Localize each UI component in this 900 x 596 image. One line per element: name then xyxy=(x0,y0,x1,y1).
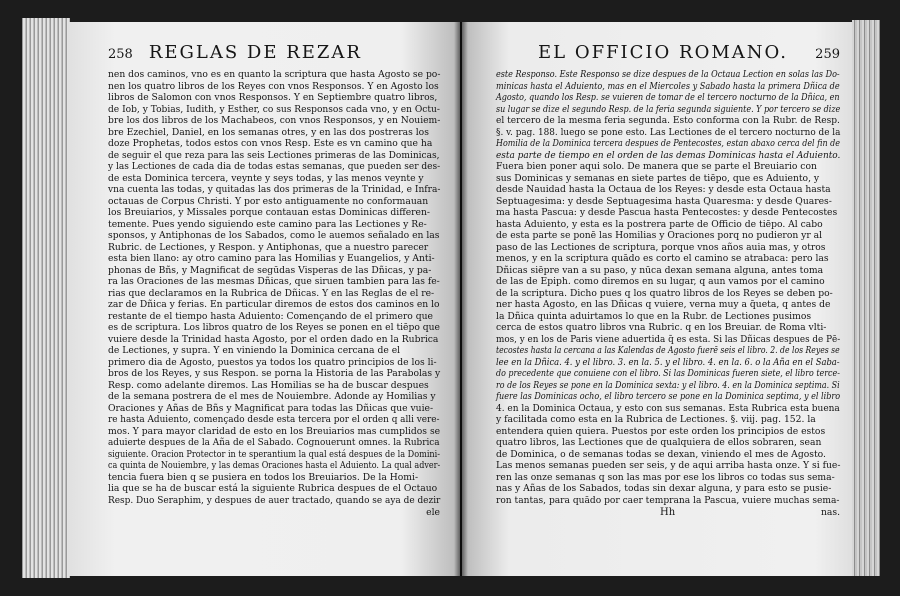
text-line: su lugar se dize el segundo Resp. de la feria segunda siguiente. Y por tercero se dize xyxy=(496,103,841,115)
text-line: quatro libros, las Lectiones que de qualquiera de ellos sobraren, sean xyxy=(496,437,822,448)
text-line: este Responso. Este Responso se dize despues de la Octaua Lection en solas las Do- xyxy=(496,69,840,80)
text-line: ma hasta Pascua: y desde Pascua hasta Pentecostes: y desde Pentecostes xyxy=(496,207,838,218)
text-line: rias que declaramos en la Rubrica de Dñicas. Y en las Reglas de el re- xyxy=(108,287,435,299)
page-edges-left xyxy=(22,18,70,578)
text-line: bros de los Reyes, y sus Respon. se porna la Historia de las Parabolas y xyxy=(108,368,441,379)
text-line: ro de los Reyes se pone en la Dominica sexta: y el libro. 4. en la Dominica septima. Si xyxy=(496,379,840,391)
text-line: esta bien llano: ay otro camino para las Homilias y Euangelios, y Anti- xyxy=(108,253,435,264)
left-page-footer xyxy=(108,507,440,518)
text-line: y facilitada como esta en la Rubrica de Lectiones. §. viij. pag. 152. la xyxy=(496,414,816,425)
text-line: lee en la Dñica. 4. y el libro. 3. en la. 5. y el libro. 4. en la. 6. o la Aña en el Saba- xyxy=(496,356,840,368)
text-line: bre los dos libros de los Machabeos, con vnos Responsos, y en Nouiem- xyxy=(108,115,441,126)
text-line: re hasta Aduiento, començado desde esta tercera por el orden q alli vere- xyxy=(108,414,440,425)
text-line: es de scriptura. Los libros quatro de los Reyes se ponen en el tiēpo que xyxy=(108,322,440,333)
text-line: Dñicas siēpre van a su paso, y nūca dexan semana alguna, antes toma xyxy=(496,264,824,276)
text-line: de Lectiones, y supra. Y en viniendo la Dominica cercana de el xyxy=(108,345,401,356)
text-line: bre Ezechiel, Daniel, en los semanas otres, y en las dos postreras los xyxy=(108,126,429,138)
text-line: mos. Y para mayor claridad de esto en los Breuiarios mas cumplidos se xyxy=(108,425,441,437)
text-line: ca quinta de Nouiembre, y las demas Oraciones hasta el Aduiento. La qual adver- xyxy=(108,460,441,471)
text-line: Septuagesima: y desde Septuagesima hasta Quaresma: y desde Quares- xyxy=(496,195,832,207)
right-page xyxy=(462,22,854,576)
left-page-text xyxy=(108,69,440,506)
text-line: y las Lectiones de cada dia de todas estas semanas, que pueden ser des- xyxy=(108,161,441,172)
page-number-left: 258 xyxy=(108,47,133,62)
text-line: vna cuenta las todas, y quitadas las dos primeras de la Trinidad, e Infra- xyxy=(108,184,441,195)
text-line: libros de Salomon con vnos Responsos. Y en Septiembre quatro libros, xyxy=(108,92,438,103)
text-line: menos, y en la scriptura quādo es corto el camino se atrabaca: pero las xyxy=(496,253,829,264)
catchword-right: nas. xyxy=(820,507,840,518)
text-line: nen los quatro libros de los Reyes con vnos Responsos. Y en Agosto los xyxy=(108,80,439,92)
text-line: sponsos, y Antiphonas de los Sabados, como le auemos señalado en las xyxy=(108,230,440,241)
text-line: nen dos caminos, vno es en quanto la scriptura que hasta Agosto se po- xyxy=(108,69,441,80)
text-line: sus Dominicas y semanas en siete partes de tiēpo, que es Aduiento, y xyxy=(496,172,820,184)
page-edges-right xyxy=(852,20,880,576)
text-line: Oraciones y Añas de Bñs y Magnificat para todas las Dñicas que vuie- xyxy=(108,402,434,414)
text-line: ner hasta Agosto, en las Dñicas q vuiere, verna muy a q̄ueta, q antes de xyxy=(496,299,831,310)
catchword-left: ele xyxy=(426,507,440,518)
text-line: primero dia de Agosto, puestos ya todos los quatro principios de los li- xyxy=(108,356,437,368)
text-line: ra las Oraciones de las mesmas Dñicas, que siruen tambien para las fe- xyxy=(108,276,440,287)
text-line: Resp. Duo Seraphim, y despues de auer tractado, quando se aya de dezir xyxy=(108,494,441,506)
text-line: vuiere desde la Trinidad hasta Agosto, por el orden dado en la Rubrica xyxy=(108,333,439,345)
right-page-text xyxy=(496,69,840,506)
text-line: phonas de Bñs, y Magnificat de segūdas Visperas de las Dñicas, y pa- xyxy=(108,264,432,276)
text-line: restante de el tiempo hasta Aduiento: Començando de el primero que xyxy=(108,310,433,322)
text-line: tecostes hasta la cercana a las Kalendas de Agosto fuerē seis el libro. 2. de los Reyes se xyxy=(496,345,840,356)
text-line: octauas de Corpus Christi. Y por esto antiguamente no conformauan xyxy=(108,195,429,207)
text-line: Las menos semanas pueden ser seis, y de aqui arriba hasta onze. Y si fue- xyxy=(496,460,841,471)
text-line: Agosto, quando los Resp. se vuieren de tomar de el tercero nocturno de la Dñica, en xyxy=(496,92,840,103)
text-line: de la semana postrera de el mes de Nouiembre. Adonde ay Homilias y xyxy=(108,391,436,402)
text-line: cerca de estos quatro libros vna Rubric. q en los Breuiar. de Roma vlti- xyxy=(496,322,827,333)
text-line: §. v. pag. 188. luego se pone esto. Las Lectiones de el tercero nocturno de la xyxy=(496,126,841,138)
text-line: de seguir el que reza para las seis Lectiones primeras de las Dominicas, xyxy=(108,149,440,161)
running-head-right xyxy=(496,42,840,66)
text-line: Fuera bien poner aqui solo. De manera que se parte el Breuiario con xyxy=(496,161,817,172)
page-number-right: 259 xyxy=(815,47,840,62)
text-line: ron tantas, para quādo por caer temprana la Pascua, vuiere muchas sema- xyxy=(496,494,840,506)
text-line: la Dñica quinta aduirtamos lo que en la Rubr. de Lectiones pusimos xyxy=(496,310,812,322)
running-title-right: EL OFFICIO ROMANO. xyxy=(538,42,788,63)
text-line: siguiente. Oracion Protector in te sperantium la qual está despues de la Domini- xyxy=(108,448,441,460)
text-line: nas y Añas de los Sabados, todas sin dexar alguna, y para esto se pusie- xyxy=(496,483,832,494)
text-line: de Iob, y Tobias, Iudith, y Esther, co sus Responsos cada vno, y en Octu- xyxy=(108,103,440,115)
text-line: tencia fuera bien q se pusiera en todos los Breuiarios. De la Homi- xyxy=(108,471,419,483)
right-page-footer xyxy=(496,507,840,518)
text-line: temente. Pues yendo siguiendo este camino para las Lectiones y Re- xyxy=(108,218,427,230)
text-line: de esta Dominica tercera, veynte y seys todas, y las menos veynte y xyxy=(108,172,424,184)
text-line: mos, y en los de Paris viene aduertida q̄ es esta. Si las Dñicas despues de Pē- xyxy=(496,333,841,345)
open-book xyxy=(22,8,880,588)
text-line: doze Prophetas, todos estos con vnos Resp. Este es vn camino que ha xyxy=(108,138,433,149)
text-line: entendera quien quiera. Puestos por este orden los principios de estos xyxy=(496,425,826,437)
text-line: esta parte de tiempo en el orden de las demas Dominicas hasta el Aduiento. xyxy=(496,149,841,161)
text-line: fuere las Dominicas ocho, el libro tercero se pone en la Dominica septima, y el libro xyxy=(496,391,841,402)
text-line: minicas hasta el Aduiento, mas en el Miercoles y Sabado hasta la primera Dñica de xyxy=(496,80,840,92)
text-line: de la scriptura. Dicho pues q los quatro libros de los Reyes se deben po- xyxy=(496,287,833,299)
text-line: Homilia de la Dominica tercera despues de Pentecostes, estan abaxo cerca del fin de xyxy=(496,138,840,149)
text-line: hasta Aduiento, y esta es la postrera parte de Officio de tiēpo. Al cabo xyxy=(496,218,823,230)
text-line: los Breuiarios, y Missales porque contauan estas Dominicas differen- xyxy=(108,207,431,218)
text-line: de las de Epiph. como diremos en su lugar, q aun vamos por el camino xyxy=(496,276,825,287)
left-page xyxy=(68,22,460,576)
signature-mark: Hh xyxy=(660,507,676,518)
text-line: paso de las Lectiones de scriptura, porque vnos años auia mas, y otros xyxy=(496,241,826,253)
running-title-left: REGLAS DE REZAR xyxy=(148,42,362,63)
text-line: Rubric. de Lectiones, y Respon. y Antiphonas, que a nuestro parecer xyxy=(108,241,429,253)
running-head-left xyxy=(108,42,440,66)
text-line: el tercero de la mesma feria segunda. Esto conforma con la Rubr. de Resp. xyxy=(496,115,840,126)
text-line: ren las onze semanas q son las mas por ese los libros co todas sus sema- xyxy=(496,471,835,483)
book-gutter xyxy=(454,22,468,576)
text-line: desde Nauidad hasta la Octaua de los Reyes: y desde esta Octaua hasta xyxy=(496,184,831,195)
text-line: de Dominica, o de semanas todas se dexan, viniendo el mes de Agosto. xyxy=(496,448,826,460)
text-line: aduierte despues de la Aña de el Sabado. Cognouerunt omnes. la Rubrica xyxy=(108,437,440,448)
text-line: 4. en la Dominica Octaua, y esto con sus semanas. Esta Rubrica esta buena xyxy=(496,402,840,414)
text-line: de esta parte se ponē las Homilias y Oraciones porq no pudieron yr al xyxy=(496,230,823,241)
text-line: do precedente que conuiene con el libro. Si las Dominicas fueren siete, el libro terce- xyxy=(496,368,840,379)
text-line: zar de Dñica y ferias. En particular diremos de estos dos caminos en lo xyxy=(108,299,440,310)
text-line: lia que se ha de buscar está la siguiente Rubrica despues de el Octauo xyxy=(108,483,438,494)
text-line: Resp. como adelante diremos. Las Homilias se ha de buscar despues xyxy=(108,379,429,391)
